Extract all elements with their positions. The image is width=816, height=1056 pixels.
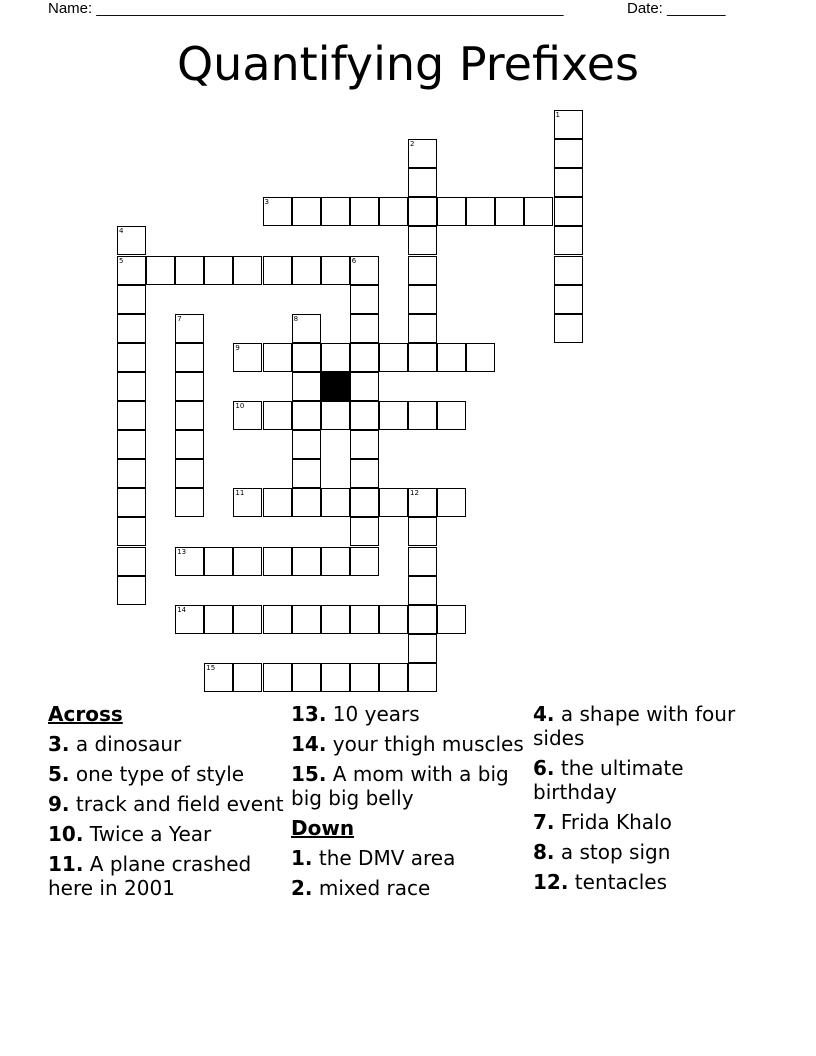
crossword-cell[interactable] bbox=[408, 343, 437, 372]
crossword-cell[interactable] bbox=[175, 430, 204, 459]
crossword-cell[interactable] bbox=[292, 401, 321, 430]
clues-column-3 bbox=[533, 702, 769, 894]
crossword-cell[interactable] bbox=[204, 663, 233, 692]
crossword-cell[interactable] bbox=[117, 285, 146, 314]
crossword-cell[interactable] bbox=[233, 488, 262, 517]
clue-item-text: mixed race bbox=[312, 876, 431, 900]
crossword-cell[interactable] bbox=[117, 343, 146, 372]
crossword-cell[interactable] bbox=[292, 605, 321, 634]
crossword-cell[interactable] bbox=[495, 197, 524, 226]
crossword-cell[interactable] bbox=[350, 663, 379, 692]
crossword-cell[interactable] bbox=[117, 372, 146, 401]
crossword-cell[interactable] bbox=[117, 256, 146, 285]
crossword-cell[interactable] bbox=[321, 197, 350, 226]
crossword-cell[interactable] bbox=[554, 139, 583, 168]
clue-item-text: the DMV area bbox=[312, 846, 456, 870]
crossword-cell[interactable] bbox=[437, 343, 466, 372]
crossword-cell[interactable] bbox=[379, 488, 408, 517]
clue-item-number: 5. bbox=[48, 762, 70, 786]
clue-number: 13 bbox=[177, 547, 187, 556]
clue-item-number: 11. bbox=[48, 852, 84, 876]
crossword-cell[interactable] bbox=[146, 256, 175, 285]
clue-item bbox=[48, 822, 284, 846]
crossword-cell[interactable] bbox=[204, 256, 233, 285]
crossword-cell[interactable] bbox=[117, 226, 146, 255]
crossword-cell[interactable] bbox=[350, 314, 379, 343]
crossword-cell[interactable] bbox=[263, 663, 292, 692]
clue-item bbox=[48, 762, 284, 786]
crossword-cell[interactable] bbox=[379, 343, 408, 372]
clue-number: 10 bbox=[235, 402, 245, 410]
crossword-cell[interactable] bbox=[292, 256, 321, 285]
clue-item-number: 12. bbox=[533, 870, 569, 894]
crossword-cell[interactable] bbox=[554, 314, 583, 343]
clue-number: 12 bbox=[410, 489, 419, 498]
clue-item bbox=[533, 756, 769, 804]
crossword-cell[interactable] bbox=[554, 110, 583, 139]
crossword-cell[interactable] bbox=[408, 197, 437, 226]
crossword-cell[interactable] bbox=[117, 314, 146, 343]
crossword-cell[interactable] bbox=[321, 488, 350, 517]
crossword-cell[interactable] bbox=[408, 517, 437, 546]
crossword-cell[interactable] bbox=[408, 488, 437, 517]
crossword-cell[interactable] bbox=[292, 197, 321, 226]
crossword-cell[interactable] bbox=[321, 547, 350, 576]
crossword-cell[interactable] bbox=[350, 372, 379, 401]
crossword-cell[interactable] bbox=[408, 605, 437, 634]
crossword-cell[interactable] bbox=[292, 430, 321, 459]
clue-item bbox=[291, 702, 527, 726]
crossword-cell[interactable] bbox=[408, 256, 437, 285]
clue-item-text: A mom with a big big big belly bbox=[291, 762, 509, 810]
clue-item bbox=[48, 732, 284, 756]
crossword-cell[interactable] bbox=[350, 256, 379, 285]
crossword-cell[interactable] bbox=[292, 459, 321, 488]
clue-item bbox=[533, 840, 769, 864]
crossword-cell[interactable] bbox=[408, 168, 437, 197]
crossword-cell[interactable] bbox=[350, 517, 379, 546]
crossword-cell[interactable] bbox=[263, 401, 292, 430]
crossword-cell[interactable] bbox=[175, 547, 204, 576]
clue-item-text: a dinosaur bbox=[69, 732, 182, 756]
crossword-cell[interactable] bbox=[350, 197, 379, 226]
clue-item-number: 8. bbox=[533, 840, 555, 864]
crossword-cell[interactable] bbox=[350, 488, 379, 517]
clue-number: 6 bbox=[351, 256, 357, 265]
page-title: Quantifying Prefixes bbox=[176, 37, 640, 91]
clue-item bbox=[291, 762, 527, 810]
crossword-cell[interactable] bbox=[408, 634, 437, 663]
crossword-cell[interactable] bbox=[408, 663, 437, 692]
clues-column-1 bbox=[48, 702, 284, 900]
clue-number: 15 bbox=[206, 663, 216, 672]
crossword-cell[interactable] bbox=[524, 197, 553, 226]
crossword-cell[interactable] bbox=[292, 343, 321, 372]
crossword-cell[interactable] bbox=[350, 343, 379, 372]
clue-item bbox=[48, 792, 284, 816]
crossword-cell[interactable] bbox=[408, 226, 437, 255]
crossword-cell[interactable] bbox=[554, 168, 583, 197]
crossword-cell[interactable] bbox=[292, 547, 321, 576]
crossword-cell[interactable] bbox=[379, 663, 408, 692]
clue-item bbox=[291, 732, 527, 756]
clue-item-number: 1. bbox=[291, 846, 313, 870]
clue-number: 4 bbox=[119, 227, 124, 236]
crossword-cell[interactable] bbox=[175, 256, 204, 285]
clue-item-text: Twice a Year bbox=[83, 822, 212, 846]
crossword-cell[interactable] bbox=[408, 314, 437, 343]
crossword-cell[interactable] bbox=[117, 517, 146, 546]
clue-item-text: the ultimate birthday bbox=[533, 756, 684, 804]
crossword-cell[interactable] bbox=[175, 314, 204, 343]
clue-number: 8 bbox=[293, 314, 299, 323]
clue-item-text: track and field event bbox=[69, 792, 284, 816]
crossword-cell[interactable] bbox=[408, 547, 437, 576]
crossword-cell[interactable] bbox=[350, 285, 379, 314]
crossword-cell[interactable] bbox=[408, 139, 437, 168]
clue-item-number: 6. bbox=[533, 756, 555, 780]
crossword-cell[interactable] bbox=[117, 547, 146, 576]
clue-number: 9 bbox=[235, 343, 240, 352]
crossword-cell[interactable] bbox=[554, 226, 583, 255]
clue-item bbox=[533, 702, 769, 750]
crossword-cell[interactable] bbox=[292, 488, 321, 517]
clue-item-number: 15. bbox=[291, 762, 327, 786]
clue-item-number: 14. bbox=[291, 732, 327, 756]
clue-item-text: Frida Khalo bbox=[554, 810, 672, 834]
crossword-cell[interactable] bbox=[117, 459, 146, 488]
clue-item-number: 9. bbox=[48, 792, 70, 816]
crossword-cell[interactable] bbox=[117, 488, 146, 517]
crossword-cell[interactable] bbox=[437, 401, 466, 430]
clue-item-number: 3. bbox=[48, 732, 70, 756]
crossword-cell[interactable] bbox=[204, 547, 233, 576]
crossword-cell[interactable] bbox=[466, 197, 495, 226]
crossword-cell[interactable] bbox=[175, 605, 204, 634]
crossword-cell[interactable] bbox=[379, 197, 408, 226]
crossword-cell[interactable] bbox=[263, 547, 292, 576]
crossword-cell[interactable] bbox=[292, 314, 321, 343]
crossword-cell[interactable] bbox=[292, 372, 321, 401]
crossword-cell[interactable] bbox=[233, 605, 262, 634]
clue-number: 11 bbox=[235, 489, 245, 498]
crossword-cell[interactable] bbox=[408, 401, 437, 430]
crossword-cell[interactable] bbox=[233, 401, 262, 430]
crossword-cell[interactable] bbox=[350, 430, 379, 459]
clue-item-text: a stop sign bbox=[554, 840, 671, 864]
crossword-cell[interactable] bbox=[321, 401, 350, 430]
crossword-cell[interactable] bbox=[204, 605, 233, 634]
crossword-cell[interactable] bbox=[175, 372, 204, 401]
crossword-cell[interactable] bbox=[233, 343, 262, 372]
crossword-cell[interactable] bbox=[175, 459, 204, 488]
crossword-cell[interactable] bbox=[350, 459, 379, 488]
clue-item-number: 4. bbox=[533, 702, 555, 726]
clue-item-number: 7. bbox=[533, 810, 555, 834]
clue-item-text: 10 years bbox=[326, 702, 420, 726]
crossword-cell[interactable] bbox=[379, 401, 408, 430]
clue-number: 1 bbox=[555, 111, 560, 119]
clue-item-number: 13. bbox=[291, 702, 327, 726]
crossword-cell[interactable] bbox=[554, 197, 583, 226]
clue-item-text: your thigh muscles bbox=[326, 732, 524, 756]
clue-section-heading: Down bbox=[291, 816, 355, 840]
clue-section-heading: Across bbox=[48, 702, 123, 726]
crossword-cell[interactable] bbox=[437, 197, 466, 226]
crossword-cell[interactable] bbox=[263, 197, 292, 226]
clues-column-2 bbox=[291, 702, 527, 900]
crossword-cell[interactable] bbox=[175, 343, 204, 372]
clue-item bbox=[291, 876, 527, 900]
crossword-cell[interactable] bbox=[321, 663, 350, 692]
black-square bbox=[321, 372, 350, 401]
crossword-cell[interactable] bbox=[408, 576, 437, 605]
clue-item-text: tentacles bbox=[568, 870, 667, 894]
clue-number: 7 bbox=[177, 314, 182, 323]
crossword-cell[interactable] bbox=[350, 547, 379, 576]
crossword-cell[interactable] bbox=[321, 605, 350, 634]
crossword-cell[interactable] bbox=[321, 343, 350, 372]
crossword-cell[interactable] bbox=[321, 256, 350, 285]
crossword-cell[interactable] bbox=[263, 256, 292, 285]
clue-number: 5 bbox=[119, 256, 124, 265]
crossword-cell[interactable] bbox=[117, 430, 146, 459]
crossword-cell[interactable] bbox=[350, 401, 379, 430]
crossword-cell[interactable] bbox=[263, 488, 292, 517]
crossword-cell[interactable] bbox=[263, 605, 292, 634]
clue-number: 14 bbox=[177, 605, 187, 614]
clue-item-text: one type of style bbox=[69, 762, 245, 786]
clue-item-number: 2. bbox=[291, 876, 313, 900]
clue-item bbox=[291, 846, 527, 870]
crossword-cell[interactable] bbox=[554, 256, 583, 285]
crossword-cell[interactable] bbox=[175, 488, 204, 517]
clue-number: 3 bbox=[264, 198, 269, 207]
crossword-cell[interactable] bbox=[437, 605, 466, 634]
crossword-cell[interactable] bbox=[175, 401, 204, 430]
clue-item-text: a shape with four sides bbox=[533, 702, 736, 750]
crossword-cell[interactable] bbox=[292, 663, 321, 692]
crossword-cell[interactable] bbox=[466, 343, 495, 372]
crossword-cell[interactable] bbox=[233, 663, 262, 692]
clue-item bbox=[533, 870, 769, 894]
crossword-cell[interactable] bbox=[263, 343, 292, 372]
crossword-cell[interactable] bbox=[117, 576, 146, 605]
crossword-cell[interactable] bbox=[379, 605, 408, 634]
clue-item bbox=[48, 852, 284, 900]
crossword-cell[interactable] bbox=[117, 401, 146, 430]
clue-number: 2 bbox=[410, 140, 415, 149]
clue-item-text: A plane crashed here in 2001 bbox=[48, 852, 252, 900]
name-field-line: Name: ________________________________________________________ bbox=[48, 0, 564, 17]
clue-item-number: 10. bbox=[48, 822, 84, 846]
crossword-cell[interactable] bbox=[233, 256, 262, 285]
clue-item bbox=[533, 810, 769, 834]
crossword-cell[interactable] bbox=[554, 285, 583, 314]
crossword-cell[interactable] bbox=[233, 547, 262, 576]
crossword-cell[interactable] bbox=[408, 285, 437, 314]
date-field-line: Date: _______ bbox=[627, 0, 726, 17]
crossword-cell[interactable] bbox=[350, 605, 379, 634]
crossword-cell[interactable] bbox=[437, 488, 466, 517]
